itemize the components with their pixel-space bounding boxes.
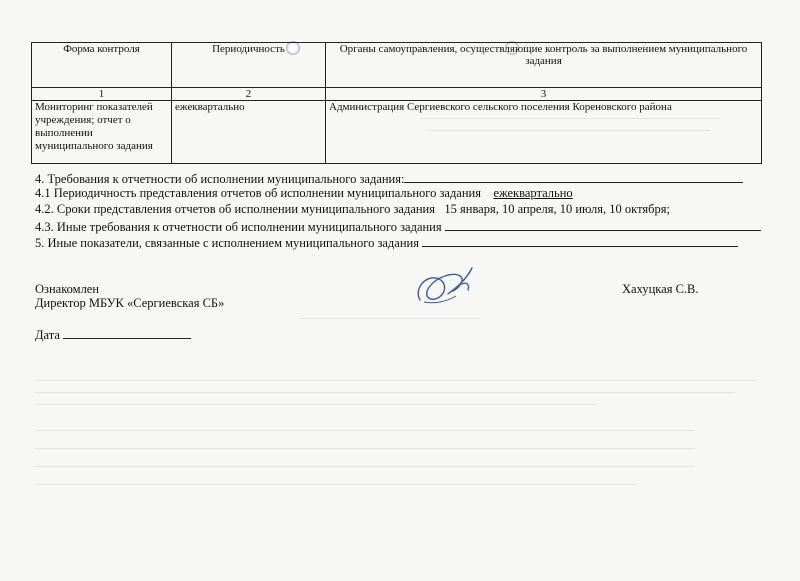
item-4-2-value: 15 января, 10 апреля, 10 июля, 10 октября; xyxy=(444,202,670,216)
header-cell: Периодичность xyxy=(172,43,326,88)
bleed-through-mark xyxy=(35,404,595,405)
table-number-row xyxy=(32,88,762,101)
director-position: Директор МБУК «Сергиевская СБ» xyxy=(35,296,225,310)
column-number: 2 xyxy=(172,88,326,101)
item-4-2 xyxy=(35,202,670,217)
date-row xyxy=(35,326,191,343)
bleed-through-mark xyxy=(35,380,755,381)
fill-line xyxy=(422,234,738,247)
signature-image xyxy=(410,262,480,312)
control-table xyxy=(31,42,762,164)
item-4-2-label: 4.2. Сроки представления отчетов об исполнении муниципального задания xyxy=(35,202,435,216)
item-4-label: 4. Требования к отчетности об исполнении муниципального задания: xyxy=(35,172,405,186)
date-fill-line xyxy=(63,326,191,339)
item-4-3 xyxy=(35,218,761,235)
item-4-1 xyxy=(35,186,573,201)
bleed-through-mark xyxy=(35,430,695,431)
bleed-through-mark xyxy=(35,448,695,449)
bleed-through-mark xyxy=(35,392,735,393)
bleed-through-mark xyxy=(35,466,695,467)
item-5-label: 5. Иные показатели, связанные с исполнением муниципального задания xyxy=(35,236,419,250)
header-cell: Форма контроля xyxy=(32,43,172,88)
item-5 xyxy=(35,234,738,251)
item-4-1-value: ежеквартально xyxy=(493,186,573,200)
control-form-cell: Мониторинг показателей учреждения; отчет о выполнении муниципального задания xyxy=(32,101,172,164)
column-number: 1 xyxy=(32,88,172,101)
item-4-3-label: 4.3. Иные требования к отчетности об исполнении муниципального задания xyxy=(35,220,442,234)
acknowledged-label: Ознакомлен xyxy=(35,282,100,296)
column-number: 3 xyxy=(326,88,762,101)
bleed-through-mark xyxy=(35,484,635,485)
fill-line xyxy=(404,170,743,183)
fill-line xyxy=(445,218,761,231)
header-cell: Органы самоуправления, осуществляющие контроль за выполнением муниципального задания xyxy=(326,43,762,88)
date-label: Дата xyxy=(35,328,60,342)
periodicity-cell: ежеквартально xyxy=(172,101,326,164)
table-row xyxy=(32,101,762,164)
item-4 xyxy=(35,170,743,187)
bleed-through-mark xyxy=(300,318,480,319)
control-organ-cell: Администрация Сергиевского сельского поселения Кореновского района xyxy=(326,101,762,164)
item-4-1-label: 4.1 Периодичность представления отчетов об исполнении муниципального задания xyxy=(35,186,481,200)
director-name: Хахуцкая С.В. xyxy=(622,282,699,296)
table-header-row xyxy=(32,43,762,88)
